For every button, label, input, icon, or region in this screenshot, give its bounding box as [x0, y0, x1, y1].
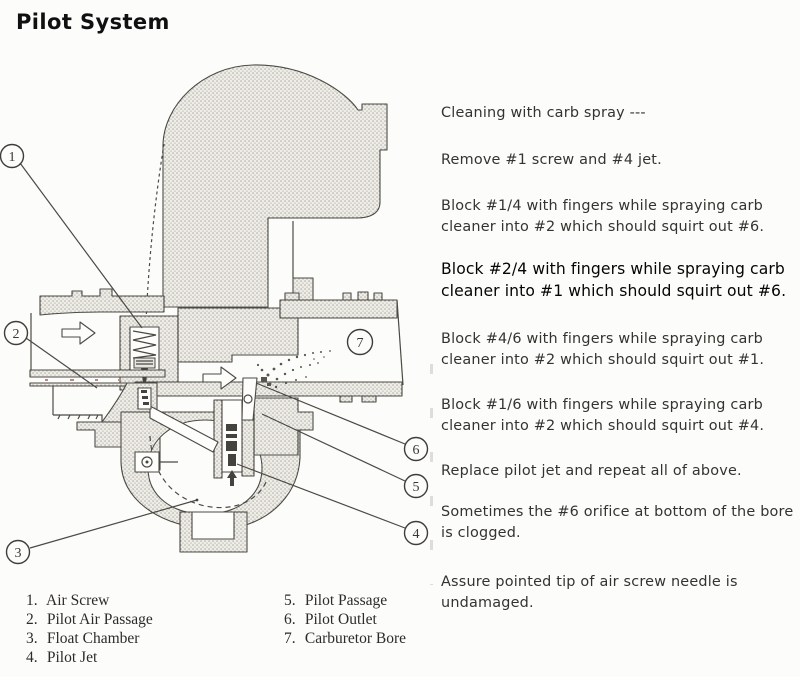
svg-text:3: 3	[14, 546, 22, 561]
instruction-replace-jet: Replace pilot jet and repeat all of above.	[441, 463, 742, 479]
svg-text:1: 1	[8, 150, 16, 165]
legend-item-pilot-passage: 5. Pilot Passage	[284, 592, 388, 609]
inlet-top-wall	[40, 289, 164, 315]
instruction-needle-tip: Assure pointed tip of air screw needle is undamaged.	[441, 574, 738, 611]
svg-text:7: 7	[356, 336, 364, 351]
instruction-block-1-4: Block #1/4 with fingers while spraying carb cleaner into #2 which should squirt out #6.	[441, 198, 765, 235]
carburetor-top-body	[146, 65, 387, 322]
legend-item-air-screw: 1. Air Screw	[26, 592, 110, 609]
airflow-arrow-inlet-icon	[62, 322, 95, 344]
scan-artifact-marks	[430, 330, 433, 585]
leader-line-2	[26, 338, 97, 388]
callout-3	[7, 541, 30, 564]
instruction-block-1-6: Block #1/6 with fingers while spraying carb cleaner into #2 which should squirt out #4.	[441, 397, 765, 434]
svg-text:5: 5	[412, 480, 420, 495]
dashed-pointer-line	[146, 144, 164, 322]
legend-item-pilot-air-passage: 2. Pilot Air Passage	[26, 611, 153, 628]
callout-2	[5, 322, 28, 345]
instruction-block-2-4: Block #2/4 with fingers while spraying carb cleaner into #1 which should squirt out #6.	[441, 260, 787, 300]
svg-text:2: 2	[12, 327, 20, 342]
callout-5	[405, 475, 428, 498]
svg-text:6: 6	[412, 443, 420, 458]
diaphragm-dome	[163, 65, 387, 307]
instruction-block-4-6: Block #4/6 with fingers while spraying carb cleaner into #2 which should squirt out #1.	[441, 331, 765, 368]
page-title: Pilot System	[16, 10, 170, 34]
leader-line-3	[30, 500, 197, 548]
carburetor-cross-section-diagram	[0, 0, 440, 600]
legend-item-float-chamber: 3. Float Chamber	[26, 630, 140, 647]
instruction-orifice-clogged: Sometimes the #6 orifice at bottom of the bore is clogged.	[441, 504, 794, 541]
air-screw-head	[134, 358, 155, 368]
callout-6	[405, 438, 428, 461]
svg-text:4: 4	[412, 527, 420, 542]
legend-item-pilot-jet: 4. Pilot Jet	[26, 649, 98, 666]
legend-item-carburetor-bore: 7. Carburetor Bore	[284, 630, 407, 647]
callout-7	[348, 330, 373, 355]
callout-1	[1, 145, 24, 168]
bore-right-flange	[254, 398, 313, 455]
instruction-remove: Remove #1 screw and #4 jet.	[441, 152, 662, 168]
callout-4	[405, 522, 428, 545]
passage-fuel-dots	[45, 379, 121, 381]
instruction-cleaning-intro: Cleaning with carb spray ---	[441, 105, 646, 121]
legend-item-pilot-outlet: 6. Pilot Outlet	[284, 611, 377, 628]
